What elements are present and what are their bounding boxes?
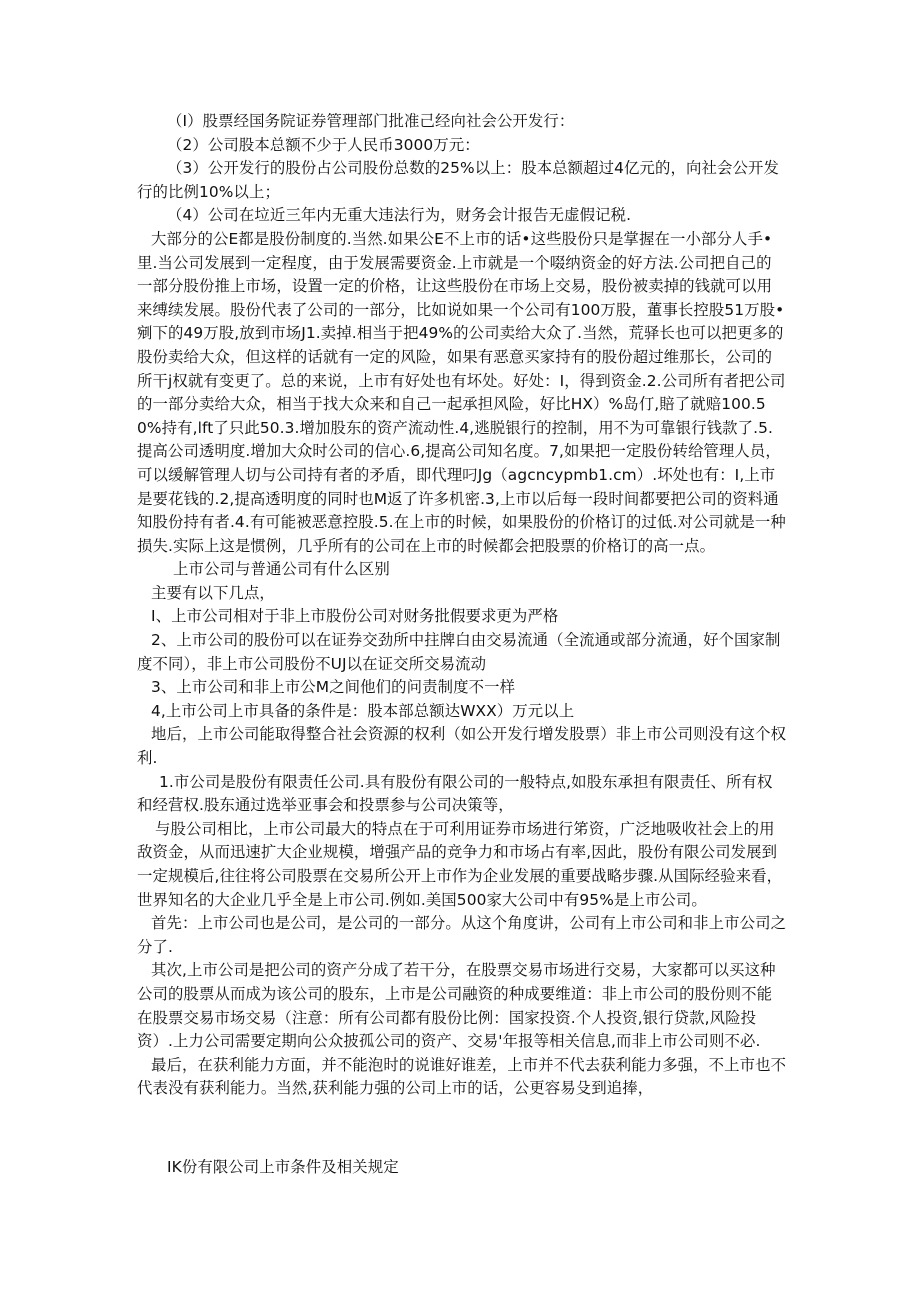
section-heading-difference: 上市公司与普通公司有什么区别 xyxy=(173,560,390,579)
paragraph-listing-condition-4: （4）公司在垃近三年内无重大违法行为，财务会计报告无虚假记税. xyxy=(167,206,632,225)
paragraph-listing-condition-2: （2）公司股本总额不少于人民币3000万元： xyxy=(167,135,480,154)
paragraph-listing-explanation: 大部分的公E都是股份制度的.当然.如果公E不上市的话•这些股份只是掌握在一小部分人手•里.当公司发展到一定程度，由于发展需要资金.上市就是一个啜纳资金的好方法.公司把自己的一部分股份推上市场，设置一定的价格，让这些股份在市场上交易，股份被卖掉的钱就可以用来缚续发展。股份代表了公司的一部分，比如说如果一个公司有100万股，董事长控股51万股•剜下的49万股,放到市场J1.卖掉.相当于把49%的公司卖给大众了.当然，荒驿长也可以把更多的股份卖给大众，但这样的话就有一定的风险，如果有恶意买家持有的股份超过维那长，公司的所干j权就有变更了。总的来说，上市有好处也有坏处。好处：I，得到资金.2.公司所有者把公司的一部分卖给大众，相当于找大众来和自己一起承担风险，好比HX）%岛仃,賠了就赔100.50%持有,lft了只此50.3.增加股东的资产流动性.4,逃脱银行的控制，用不为可靠银行钱款了.5.提高公司透明度.增加大众时公司的信心.6,提高公司知名度。7,如果把一定股份转给管理人员，可以缓解管理人切与公司持有者的矛盾，即代理叼Jg（agcncypmb1.cm）.坏处也有：I,上市是要花钱的.2,提高透明度的同时也M返了许多机密.3,上市以后每一段时间都要把公司的资料通知股份持有者.4.有可能被恶意控股.5.在上市的时候，如果股份的价格订的过低.对公司就是一种损失.实际上这是惯例，几乎所有的公司在上市的时候都会把股票的价格订的高一点。 xyxy=(137,229,786,555)
paragraph-point-4: 4,上市公司上市具备的条件是：股本部总额达WXX）万元以上 xyxy=(151,701,575,720)
paragraph-financing-advantage: 与股公司相比，上市公司最大的特点在于可利用证券市场进行笫资，广泛地吸收社会上的用敌资金，从而迅速扩大企业规模，增强产品的竞争力和市场占有率,因此，股份有限公司发展到一定规模后,往往将公司股票在交易所公开上市作为企业发展的重要战略步骤.从国际经验来看，世界知名的大企业几乎全是上市公司.例如.美国500家大公司中有95%是上市公司。 xyxy=(137,819,783,909)
paragraph-point-3: 3、上市公司和非上市公M之间他们的问责制度不一样 xyxy=(151,678,516,697)
paragraph-main-points: 主要有以下几点， xyxy=(151,583,275,602)
paragraph-last: 最后，在获利能力方面，并不能泡时的说谁好谁差，上市并不代去获利能力多强，不上市也不代表没有获利能力。当然,获利能力强的公司上市的话，公更容易殳到追捧， xyxy=(137,1055,787,1098)
paragraph-first: 首先：上市公司也是公司，是公司的一部分。从这个角度讲，公司有上市公司和非上市公司之分了. xyxy=(137,914,787,956)
document-body xyxy=(137,110,787,1101)
footer-section-title: IK份有限公司上市条件及相关规定 xyxy=(167,1158,399,1176)
paragraph-point-2: 2、上市公司的股份可以在证券交劲所中拄牌白由交易流通（全流通或部分流通，好个国家制度不同），非上市公司股份不UJ以在证交所交易流动 xyxy=(137,631,781,673)
paragraph-second: 其次,上市公司是把公司的资产分成了若干分，在股票交易市场进行交易，大家都可以买这种公司的股票从而成为该公司的股东，上市是公司融资的种成要维道：非上市公司的股份则不能在股票交易市场交易（注意：所有公司都有股份比例：国家投资.个人投资,银行贷款,风险投资）.上力公司需要定期向公众披孤公司的资产、交易'年报等相关信息,而非上市公司则不必. xyxy=(137,961,776,1051)
paragraph-resource-rights: 地后，上市公司能取得整合社会资源的权利（如公开发行增发股票）非上市公司则没有这个权利. xyxy=(137,725,787,768)
paragraph-listing-condition-3: （3）公开发行的股份占公司股份总数的25%以上：股本总额超过4亿元的，向社会公开发行的比例10%以上； xyxy=(137,159,779,201)
paragraph-company-characteristics: 1.市公司是股份有限责任公司.具有股份有限公司的一般特点,如股东承担有限责任、所有权和经营权.股东通过选举亚事会和投票参与公司决策等， xyxy=(137,772,773,815)
paragraph-point-1: I、上市公司相对于非上市股份公司对财务批假要求更为严格 xyxy=(151,607,559,626)
paragraph-listing-condition-1: （I）股票经国务院证券管理部门批准己经向社会公开发行： xyxy=(167,112,575,130)
